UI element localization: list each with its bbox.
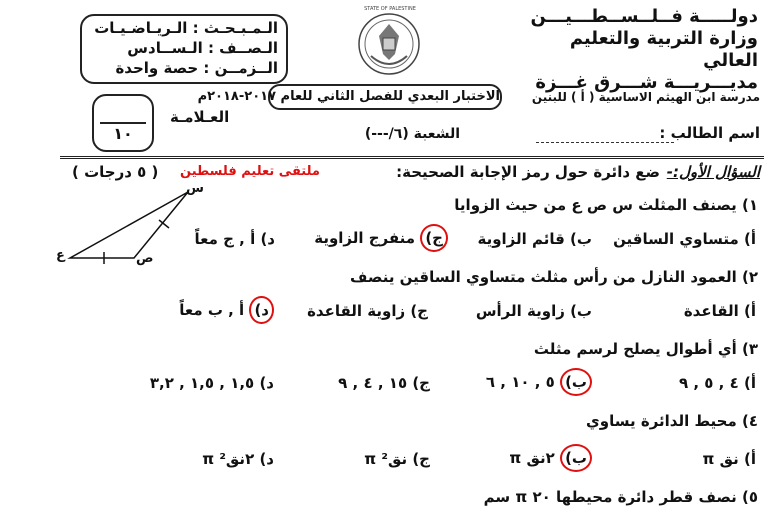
question-5 (484, 488, 758, 506)
q3-option-c[interactable]: ج) ١٥ , ٤ , ٩ (338, 374, 430, 392)
option-text: ٢نق π (509, 449, 555, 467)
option-text: أ , ب معاً (179, 301, 245, 319)
selected-answer-circle: د) (249, 296, 274, 324)
q4-option-d[interactable]: د) ٢نق² π (202, 450, 274, 468)
question-4 (586, 412, 758, 430)
question-text: أي أطوال يصلح لرسم مثلث (533, 340, 737, 358)
q1-option-a[interactable]: أ) متساوي الساقين (613, 230, 756, 248)
emblem-caption: STATE OF PALESTINE (364, 6, 416, 12)
q3-option-d[interactable]: د) ١,٥ , ١,٥ , ٣,٢ (149, 374, 274, 392)
question-number: ٤) (741, 412, 758, 430)
vertex-right: ص (136, 251, 154, 266)
directorate-name: مديـــريـــة شـــرق غـــزة (535, 72, 758, 93)
question-1 (454, 196, 758, 214)
grade-line: الـصــف : الـســادس (127, 39, 278, 57)
grade-label: العـلامـة (170, 108, 230, 126)
grade-box (92, 94, 154, 152)
question-text: يصنف المثلث س ص ع من حيث الزوايا (454, 196, 737, 214)
grade-total: ١٠ (113, 124, 133, 143)
q2-option-a[interactable]: أ) القاعدة (683, 302, 756, 320)
selected-answer-circle: ب) (560, 368, 592, 396)
school-name: مدرسة ابن الهيثم الاساسية ( أ ) للبنين (531, 90, 760, 104)
q3-option-b[interactable] (486, 368, 592, 396)
country-name: دولـــــة فــلــســطـــيـــن (530, 6, 758, 27)
palestine-emblem-icon (355, 10, 423, 82)
vertex-left: ع (56, 248, 65, 263)
q1-option-c[interactable] (314, 224, 448, 252)
watermark-text: ملتقى تعليم فلسطين (180, 164, 320, 179)
q4-option-c[interactable]: ج) نق² π (364, 450, 430, 468)
q1-option-d[interactable]: د) أ , ج معاً (194, 230, 275, 248)
q2-option-b[interactable]: ب) زاوية الرأس (475, 302, 592, 320)
question-text: محيط الدائرة يساوي (586, 412, 737, 430)
ministry-name: وزارة التربية والتعليم العالي (569, 28, 758, 71)
section1-title: السؤال الأول:- (666, 163, 760, 181)
time-line: الــزمــن : حصة واحدة (115, 59, 278, 77)
option-text: منفرج الزاوية (314, 229, 416, 247)
q4-option-a[interactable]: أ) نق π (702, 450, 756, 468)
question-number: ١) (741, 196, 758, 214)
question-number: ٢) (741, 268, 758, 286)
question-number: ٥) (741, 488, 758, 506)
section1-marks: ( ٥ درجات ) (72, 163, 159, 181)
header-separator (60, 156, 764, 159)
q2-option-d[interactable] (179, 296, 274, 324)
exam-title: الاختبار البعدي للفصل الثاني للعام ٢٠١٧-٢٠١٨م (268, 84, 502, 110)
subject-box (80, 14, 288, 84)
question-3 (534, 340, 758, 358)
q3-option-a[interactable]: أ) ٤ , ٥ , ٩ (678, 374, 756, 392)
section-label: الشعبة (٦/---) (364, 126, 460, 142)
student-name-label: اسم الطالب : (659, 124, 760, 142)
q2-option-c[interactable]: ج) زاوية القاعدة (307, 302, 428, 320)
selected-answer-circle: ب) (560, 444, 592, 472)
question-2 (350, 268, 758, 286)
section1-instruction: ضع دائرة حول رمز الإجابة الصحيحة: (396, 163, 660, 181)
question-number: ٣) (741, 340, 758, 358)
vertex-top: س (186, 181, 204, 196)
student-name-blank (536, 142, 674, 143)
selected-answer-circle: ج) (420, 224, 448, 252)
option-text: ٥ , ١٠ , ٦ (485, 373, 555, 391)
question-text: نصف قطر دائرة محيطها ٢٠ π سم (483, 488, 737, 506)
q1-option-b[interactable]: ب) قائم الزاوية (477, 230, 592, 248)
q4-option-b[interactable] (509, 444, 592, 472)
question-text: العمود النازل من رأس مثلث متساوي الساقين ينصف (350, 268, 737, 286)
header-right (528, 6, 758, 94)
subject-line: الـمـبـحـث : الـريـاضـيـات (94, 19, 278, 37)
